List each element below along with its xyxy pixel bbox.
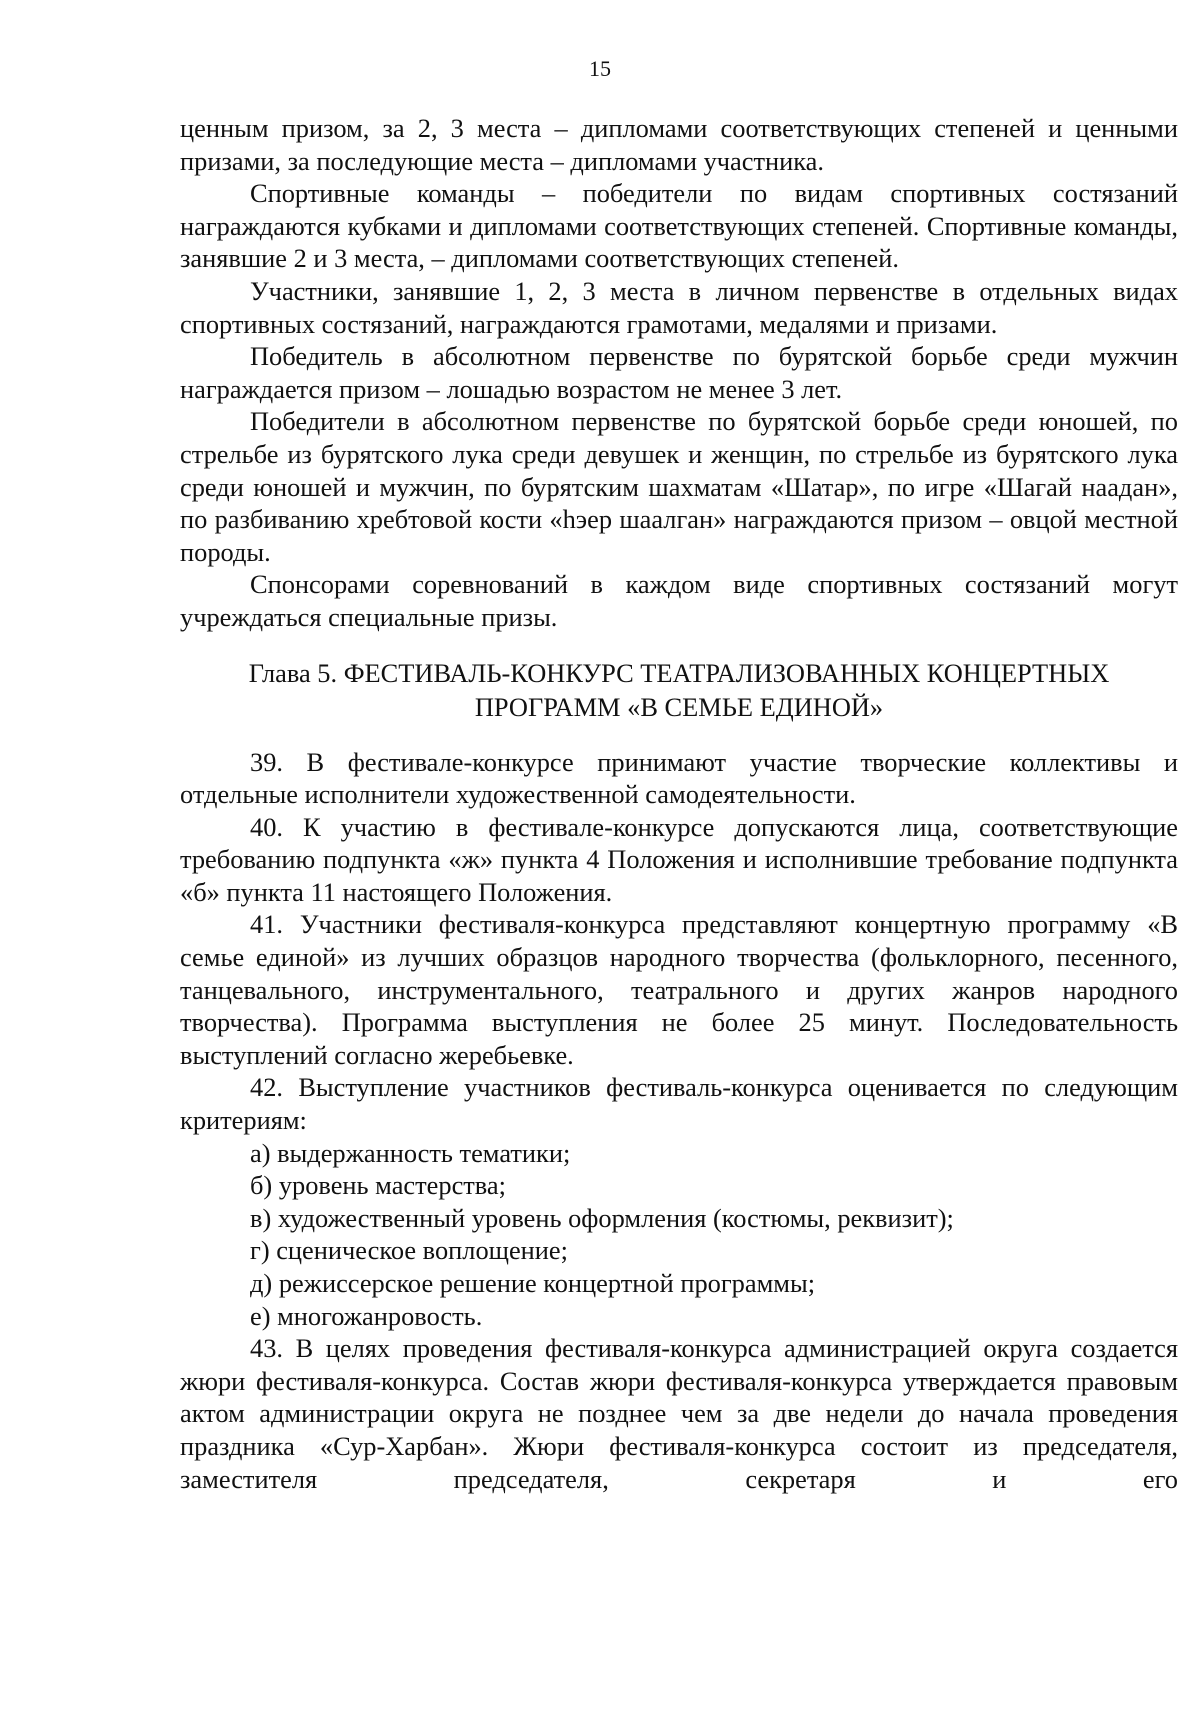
criteria-item: д) режиссерское решение концертной программы; [250, 1268, 816, 1298]
paragraph: Участники, занявшие 1, 2, 3 места в личном первенстве в отдельных видах спортивных состязаний, награждаются грамотами, медалями и призами. [180, 275, 1178, 339]
clause-paragraph: 43. В целях проведения фестиваля-конкурса администрацией округа создается жюри фестиваля-конкурса. Состав жюри фестиваля-конкурса утверждается правовым актом администрации округа не позднее чем за две недели до начала проведения праздника «Сур-Харбан». Жюри фестиваля-конкурса состоит из председателя, заместителя председателя, секретаря и его [180, 1333, 1178, 1494]
chapter-heading-line-2: ПРОГРАММ «В СЕМЬЕ ЕДИНОЙ» [474, 691, 884, 722]
clause-paragraph: 41. Участники фестиваля-конкурса представляют концертную программу «В семье единой» из лучших образцов народного творчества (фольклорного, песенного, танцевального, инструментального, театрального и других жанров народного творчества). Программа выступления не более 25 минут. Последовательность выступлений согласно жеребьевке. [180, 909, 1178, 1070]
document-body [180, 112, 1178, 1495]
paragraph: Победители в абсолютном первенстве по бурятской борьбе среди юношей, по стрельбе из бурятского лука среди девушек и женщин, по стрельбе из бурятского лука среди юношей и мужчин, по бурятским шахматам «Шатар», по игре «Шагай наадан», по разбиванию хребтовой кости «һэер шаалган» награждаются призом – овцой местной породы. [180, 406, 1178, 567]
page-number: 15 [589, 56, 611, 81]
clause-paragraph: 42. Выступление участников фестиваль-конкурса оценивается по следующим критериям: [180, 1072, 1178, 1136]
criteria-item: е) многожанровость. [250, 1300, 483, 1331]
clause-paragraph: 40. К участию в фестивале-конкурсе допускаются лица, соответствующие требованию подпункта «ж» пункта 4 Положения и исполнившие требование подпункта «б» пункта 11 настоящего Положения. [180, 811, 1178, 907]
clause-paragraph: 39. В фестивале-конкурсе принимают участие творческие коллективы и отдельные исполнители художественной самодеятельности. [180, 746, 1178, 810]
chapter-heading-line-1: Глава 5. ФЕСТИВАЛЬ-КОНКУРС ТЕАТРАЛИЗОВАННЫХ КОНЦЕРТНЫХ [248, 657, 1110, 688]
paragraph: ценным призом, за 2, 3 места – дипломами соответствующих степеней и ценными призами, за последующие места – дипломами участника. [180, 113, 1178, 176]
paragraph: Спортивные команды – победители по видам спортивных состязаний награждаются кубками и дипломами соответствующих степеней. Спортивные команды, занявшие 2 и 3 места, – дипломами соответствующих степеней. [180, 178, 1178, 274]
criteria-item: в) художественный уровень оформления (костюмы, реквизит); [250, 1202, 954, 1233]
paragraph: Спонсорами соревнований в каждом виде спортивных состязаний могут учреждаться специальные призы. [180, 569, 1178, 632]
criteria-list [180, 1137, 1178, 1333]
criteria-item: б) уровень мастерства; [250, 1170, 506, 1201]
criteria-item: г) сценическое воплощение; [250, 1235, 568, 1266]
chapter-heading [180, 656, 1178, 724]
paragraph: Победитель в абсолютном первенстве по бурятской борьбе среди мужчин награждается призом – лошадью возрастом не менее 3 лет. [180, 341, 1178, 404]
criteria-item: а) выдержанность тематики; [250, 1137, 571, 1168]
